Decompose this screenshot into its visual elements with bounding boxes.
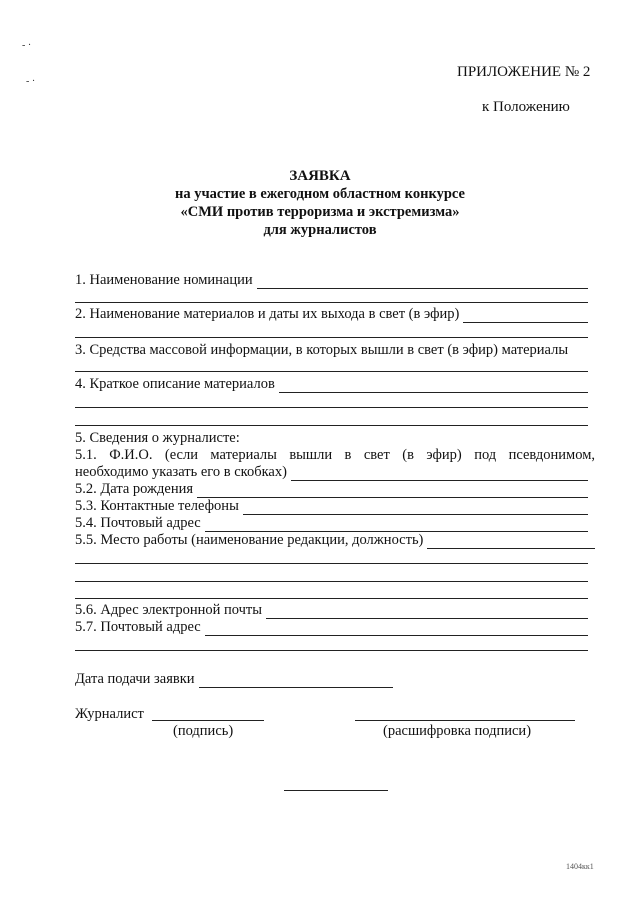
field-label: 5.6. Адрес электронной почты	[75, 602, 262, 618]
field-postal-address-2	[75, 619, 588, 636]
scan-mark: - ·	[22, 40, 32, 51]
field-nomination	[75, 272, 588, 289]
form-title: ЗАЯВКА	[289, 168, 351, 184]
fill-line[interactable]	[205, 622, 588, 636]
field-label: 5.4. Почтовый адрес	[75, 515, 201, 531]
fill-line[interactable]	[75, 563, 588, 564]
fill-line[interactable]	[243, 501, 588, 515]
fill-line[interactable]	[75, 650, 588, 651]
fill-line[interactable]	[279, 379, 588, 393]
decoding-caption: (расшифровка подписи)	[383, 723, 532, 739]
field-workplace	[75, 532, 595, 549]
field-postal-address	[75, 515, 588, 532]
field-birth-date	[75, 481, 588, 498]
fill-line[interactable]	[75, 371, 588, 372]
form-subtitle-line: для журналистов	[263, 222, 377, 238]
signature-caption: (подпись)	[173, 723, 234, 739]
signature-line[interactable]	[152, 720, 264, 721]
fill-line[interactable]	[266, 605, 588, 619]
fill-line[interactable]	[75, 581, 588, 582]
decoding-line[interactable]	[355, 720, 575, 721]
field-materials	[75, 306, 588, 323]
field-label: 2. Наименование материалов и даты их выхода в свет (в эфир)	[75, 306, 460, 322]
field-submit-date	[75, 671, 393, 688]
fill-line[interactable]	[463, 309, 588, 323]
fill-line[interactable]	[75, 302, 588, 303]
fill-line[interactable]	[75, 407, 588, 408]
field-label: 5.1. Ф.И.О. (если материалы вышли в свет (в эфир) под псевдонимом,	[75, 447, 595, 463]
form-subtitle-line: «СМИ против терроризма и экстремизма»	[180, 204, 460, 220]
field-email	[75, 602, 588, 619]
fill-line[interactable]	[199, 674, 393, 688]
field-phones	[75, 498, 588, 515]
fill-line[interactable]	[205, 518, 588, 532]
scan-mark: - ·	[26, 76, 36, 87]
fill-line[interactable]	[257, 275, 588, 289]
section-label: 5. Сведения о журналисте:	[75, 430, 240, 446]
field-label: 5.3. Контактные телефоны	[75, 498, 239, 514]
field-label: Дата подачи заявки	[75, 671, 195, 687]
divider-line	[284, 790, 388, 791]
field-label: 5.7. Почтовый адрес	[75, 619, 201, 635]
field-label: 3. Средства массовой информации, в которых вышли в свет (в эфир) материалы	[75, 342, 569, 358]
appendix-number: ПРИЛОЖЕНИЕ № 2	[457, 64, 591, 80]
fill-line[interactable]	[427, 535, 595, 549]
field-label: необходимо указать его в скобках)	[75, 464, 287, 480]
field-label: 1. Наименование номинации	[75, 272, 253, 288]
field-label: 4. Краткое описание материалов	[75, 376, 275, 392]
field-description	[75, 376, 588, 393]
fill-line[interactable]	[75, 337, 588, 338]
document-code: 1404кк1	[566, 862, 594, 871]
appendix-reference: к Положению	[482, 99, 570, 115]
field-fio	[75, 464, 588, 481]
field-label: 5.2. Дата рождения	[75, 481, 194, 497]
journalist-label: Журналист	[75, 706, 144, 722]
field-label: 5.5. Место работы (наименование редакции, должность)	[75, 532, 424, 548]
fill-line[interactable]	[75, 425, 588, 426]
fill-line[interactable]	[75, 598, 588, 599]
form-subtitle-line: на участие в ежегодном областном конкурсе	[175, 186, 465, 202]
fill-line[interactable]	[197, 484, 588, 498]
fill-line[interactable]	[291, 467, 588, 481]
